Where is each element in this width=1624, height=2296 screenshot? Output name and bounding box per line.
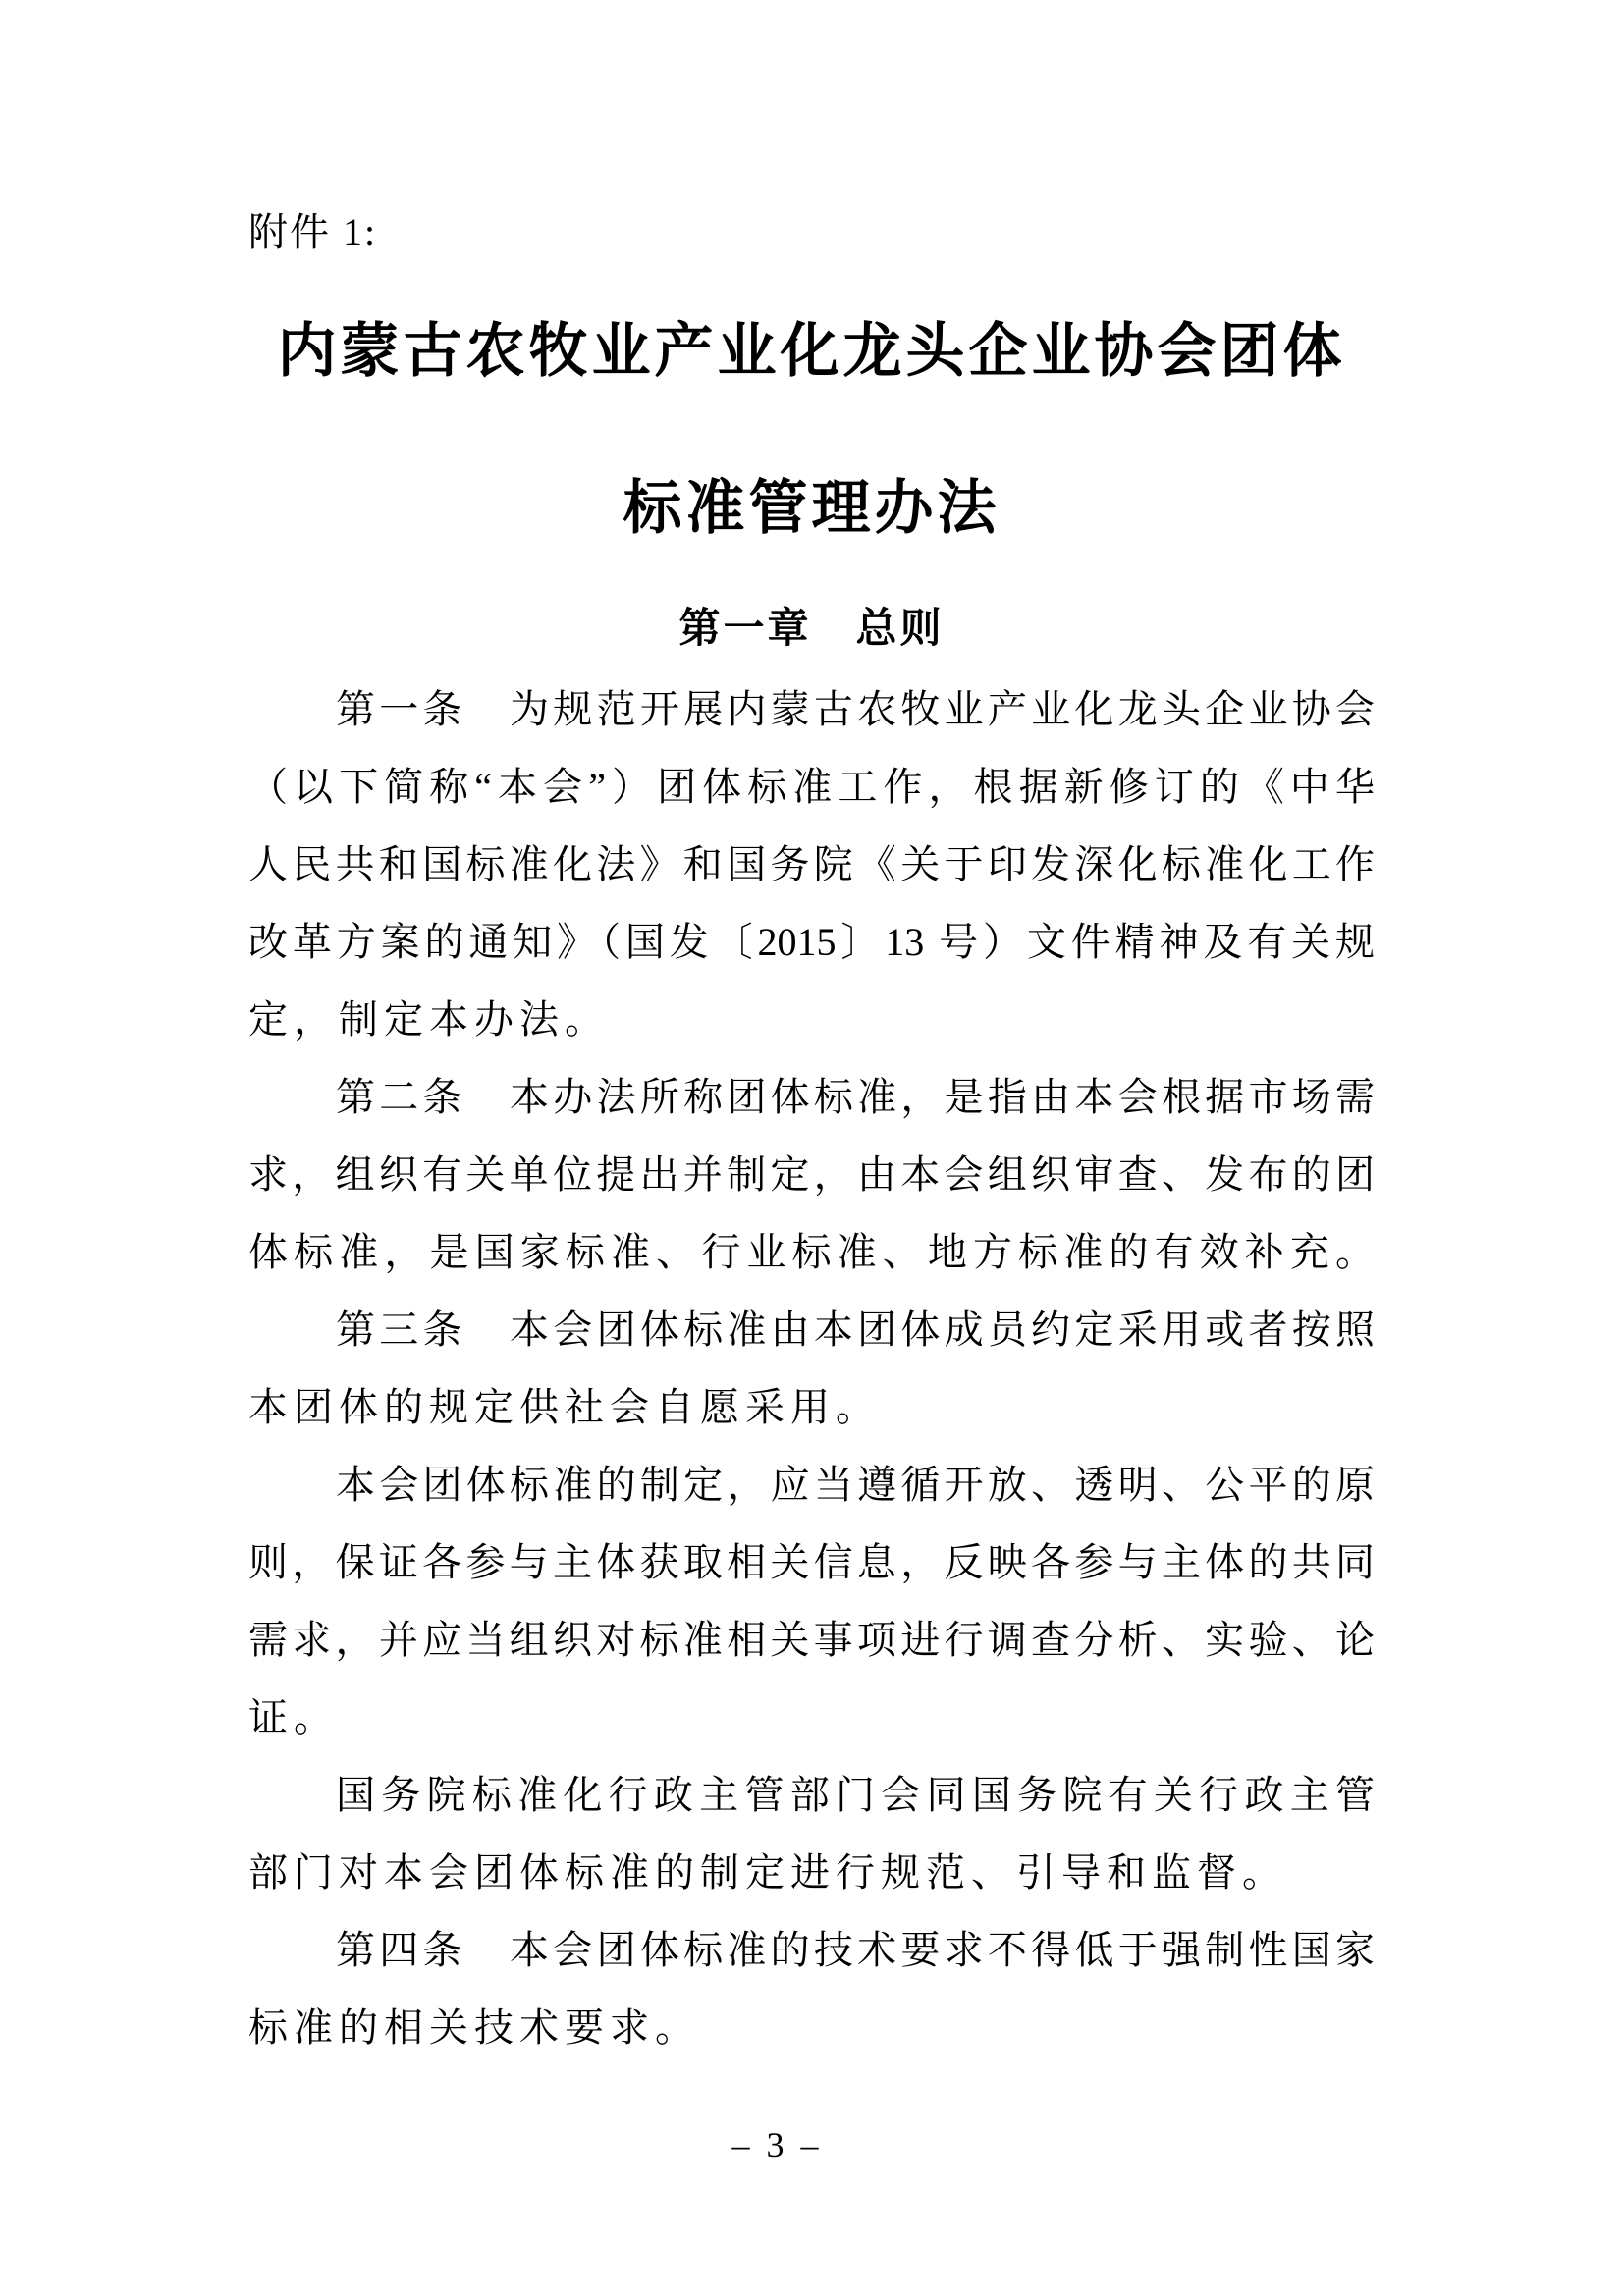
body-line: 定，制定本办法。 [248,997,610,1041]
title-line-2: 标准管理办法 [623,476,1001,541]
paragraph-article-1 [248,670,1375,1058]
body-line: 第三条 本会团体标准由本团体成员约定采用或者按照 [336,1308,1375,1352]
paragraph-article-4 [248,1911,1375,2066]
chapter-heading: 第一章 总则 [678,605,945,651]
title-line-1: 内蒙古农牧业产业化龙头企业协会团体 [277,319,1346,384]
body-line: 第二条 本办法所称团体标准，是指由本会根据市场需 [336,1075,1375,1119]
paragraph-article-3-cont [248,1446,1375,1756]
body-line: 体标准，是国家标准、行业标准、地方标准的有效补充。 [248,1230,1375,1274]
body-line: （以下简称“本会”）团体标准工作，根据新修订的《中华 [248,765,1375,809]
body-line: 部门对本会团体标准的制定进行规范、引导和监督。 [248,1850,1287,1895]
body-line: 证。 [248,1695,339,1739]
body-line: 改革方案的通知》（国发〔2015〕13 号）文件精神及有关规 [248,920,1375,964]
body-line: 标准的相关技术要求。 [248,2005,700,2050]
body-line: 国务院标准化行政主管部门会同国务院有关行政主管 [336,1773,1375,1817]
body-line: 则，保证各参与主体获取相关信息，反映各参与主体的共同 [248,1540,1375,1584]
body-line: 需求，并应当组织对标准相关事项进行调查分析、实验、论 [248,1618,1375,1662]
paragraph-state-council [248,1756,1375,1911]
body-line: 第一条 为规范开展内蒙古农牧业产业化龙头企业协会 [336,687,1375,731]
body-line: 本会团体标准的制定，应当遵循开放、透明、公平的原 [336,1463,1375,1507]
document-body [248,670,1375,2066]
body-line: 第四条 本会团体标准的技术要求不得低于强制性国家 [336,1928,1375,1972]
paragraph-article-3 [248,1291,1375,1446]
body-line: 人民共和国标准化法》和国务院《关于印发深化标准化工作 [248,842,1375,886]
document-title [248,273,1375,587]
body-line: 求，组织有关单位提出并制定，由本会组织审查、发布的团 [248,1152,1375,1197]
body-line: 本团体的规定供社会自愿采用。 [248,1385,881,1429]
paragraph-article-2 [248,1058,1375,1291]
attachment-label: 附件 1: [248,210,378,254]
page-number: – 3 – [731,2125,823,2164]
